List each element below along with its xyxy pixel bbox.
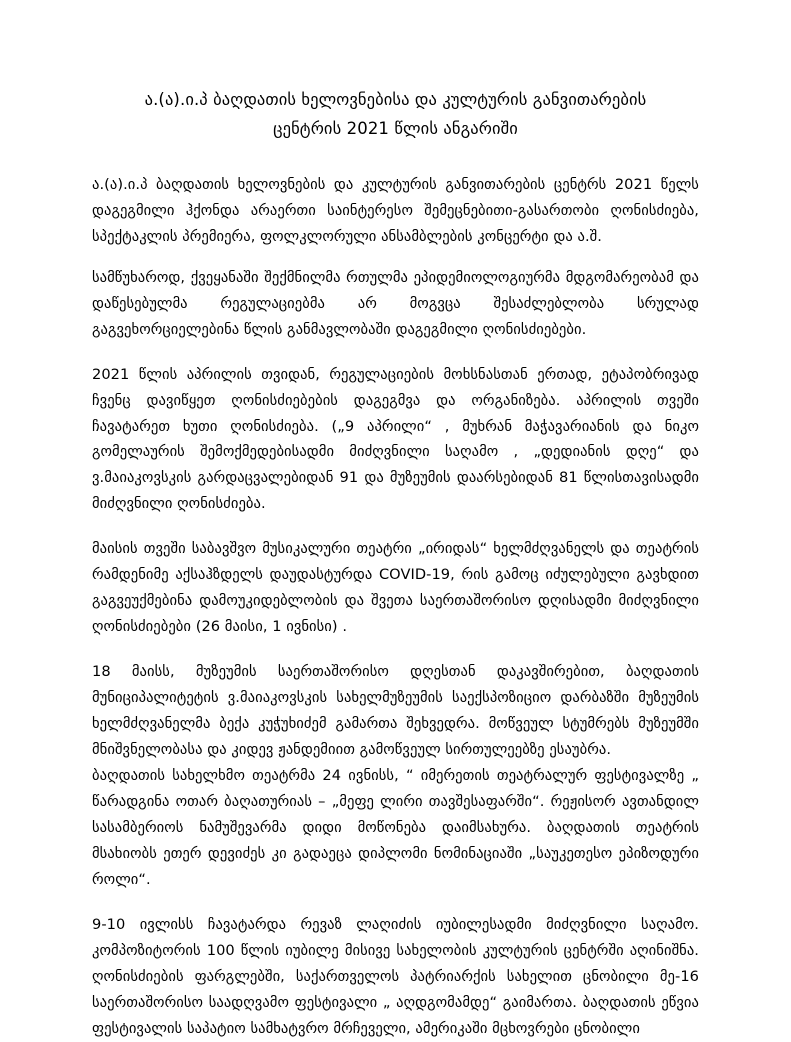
paragraph-3: 2021 წლის აპრილის თვიდან, რეგულაციების მოხსნასთან ერთად, ეტაპობრივად ჩვენც დავიწყეთ ღონისძიებების დაგეგმვა და ორგანიზება. აპრილის თვეში ჩავატარეთ ხუთი ღონისძიება. („9 აპრილი“ , მუხრან მაჭავარიანის და ნიკო გომელაურის შემოქმედებისადმი მიძღვნილი საღამო , „დედიანის დღე“ და ვ.მაიაკოვსკის გარდაცვალებიდან 91 და მუზეუმის დაარსებიდან 81 წლისთავისადმი მიძღვნილი ღონისძიება.	[92, 365, 699, 513]
paragraph-5: 18 მაისს, მუზეუმის საერთაშორისო დღესთან დაკავშირებით, ბაღდათის მუნიციპალიტეტის ვ.მაიაკოვსკის სახელმუზეუმის საექსპოზიციო დარბაზში მუზეუმის ხელმძღვანელმა ბექა კუჭუხიძემ გამართა შეხვედრა. მოწვეულ სტუმრებს მუზეუმში მნიშვნელობასა და კიდევ ჟანდემიით გამოწვეულ სირთულეებზე ესაუბრა.	[92, 663, 699, 759]
paragraph-6: ბაღდათის სახელხმო თეატრმა 24 ივნისს, “ იმერეთის თეატრალურ ფესტივალზე „ წარადგინა ოთარ ბაღათურიას – „მეფე ლირი თავშესაფარში“. რეჟისორ ავთანდილ სასამბერიოს ნამუშევარმა დიდი მოწონება დაიმსახურა. ბაღდათის თეატრის მსახიობს ეთერ დევიძეს კი გადაეცა დიპლომი ნომინაციაში „საუკეთესო ეპიზოდური როლი“.	[92, 767, 699, 888]
paragraph-7: 9-10 ივლისს ჩავატარდა რევაზ ლაღიძის იუბილესადმი მიძღვნილი საღამო. კომპოზიტორის 100 წლის იუბილე მისივე სახელობის კულტურის ცენტრში აღინიშნა. ღონისძიების ფარგლებში, საქართველოს პატრიარქის სახელით ცნობილი მე-16 საერთაშორისო საადღვამო ფესტივალი „ აღდგომამდე“ გაიმართა. ბაღდათის ეწვია ფესტივალის საპატიო სამხატვრო მრჩეველი, ამერიკაში მცხოვრები ცნობილი	[92, 915, 699, 1037]
paragraph-1: ა.(ა).ი.პ ბაღდათის ხელოვნების და კულტურის განვითარების ცენტრს 2021 წელს დაგეგმილი ჰქონდა არაერთი საინტერესო შემეცნებითი-გასართობი ღონისძიება, სპექტაკლის პრემიერა, ფოლკლორული ანსამბლების კონცერტი და ა.შ.	[92, 175, 699, 245]
page-title	[92, 86, 699, 144]
page-title-line-1: ა.(ა).ი.პ ბაღდათის ხელოვნებისა და კულტურის განვითარების	[144, 90, 647, 109]
paragraph-2: სამწუხაროდ, ქვეყანაში შექმნილმა რთულმა ეპიდემიოლოგიურმა მდგომარეობამ და დაწესებულმა რეგულაციებმა არ მოგვცა შესაძლებლობა სრულად გაგვეხორციელებინა წლის განმავლობაში დაგეგმილი ღონისძიებები.	[92, 268, 699, 338]
paragraph-4: მაისის თვეში საბავშვო მუსიკალური თეატრი „ირიდას“ ხელმძღვანელს და თეატრის რამდენიმე აქსაჰზდელს დაუდასტურდა COVID-19, რის გამოც იძულებული გავხდით გაგვეუქმებინა დამოუკიდებლობის და შვეთა საერთაშორისო დღისადმი მიძღვნილი ღონისძიებები (26 მაისი, 1 ივნისი) .	[92, 540, 699, 636]
page-title-line-2: ცენტრის 2021 წლის ანგარიში	[273, 118, 518, 138]
